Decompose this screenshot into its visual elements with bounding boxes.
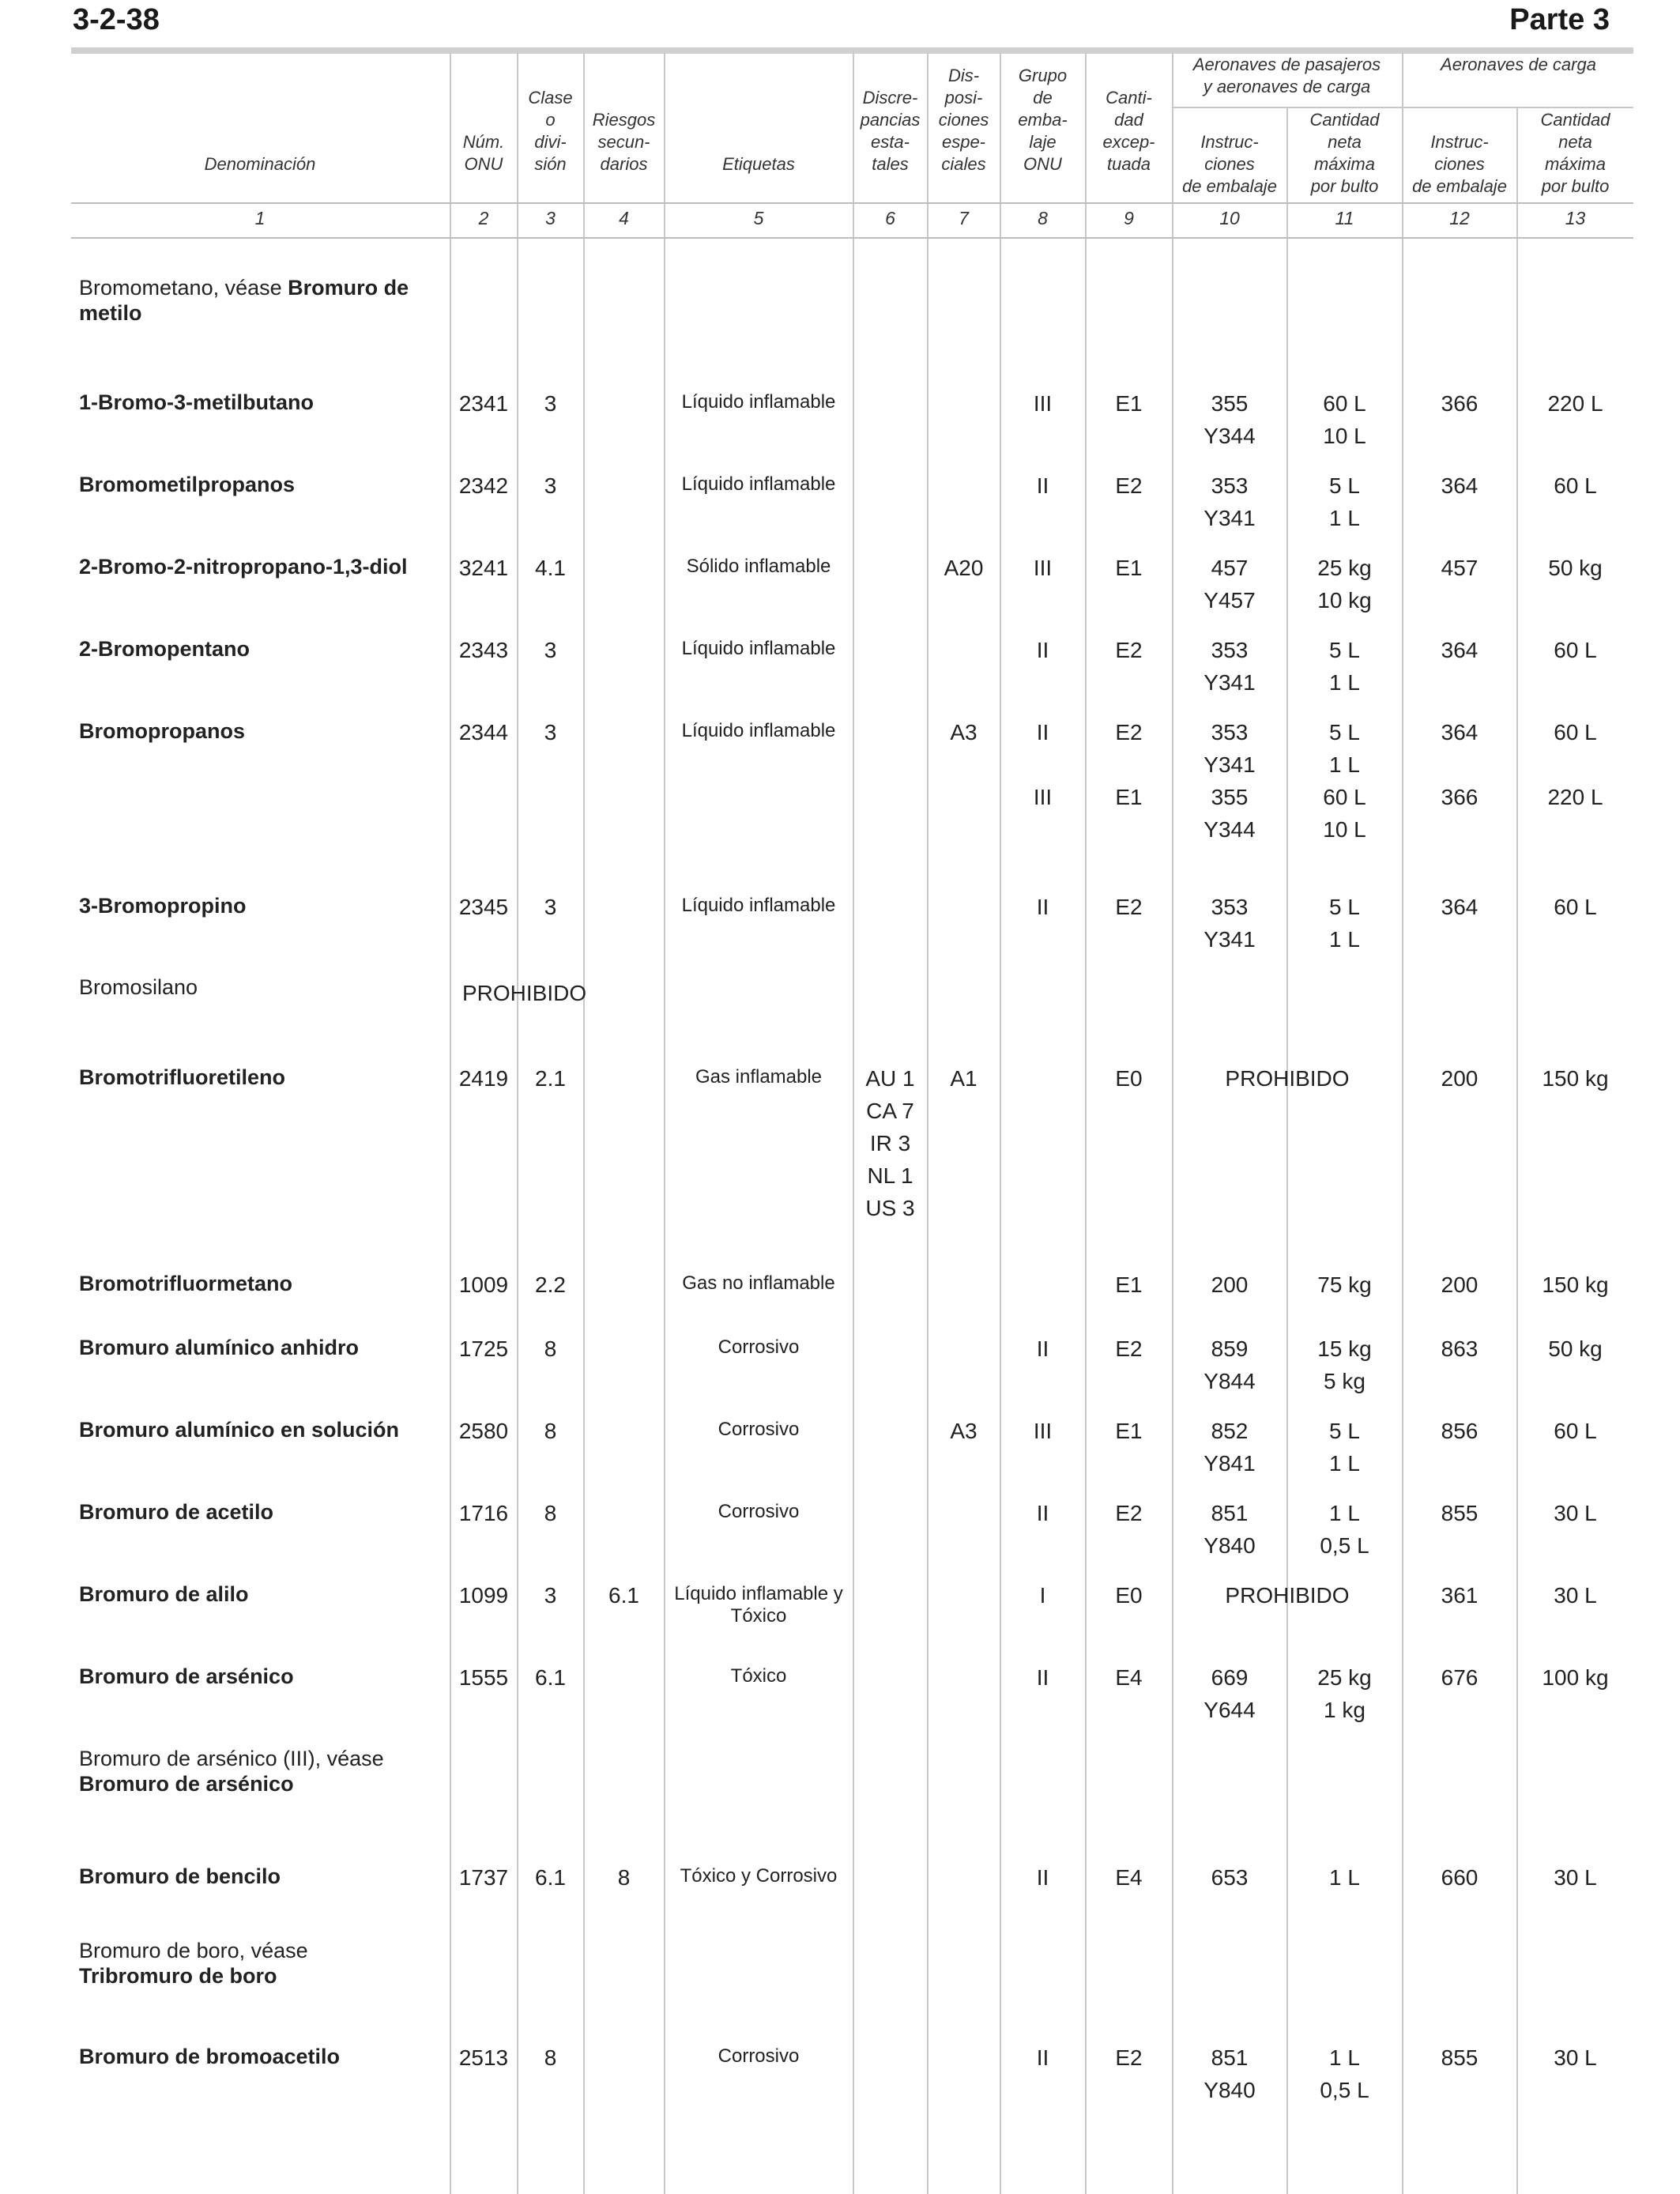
col-header-disposiciones: Dis- posi- ciones espe- ciales [938,66,989,174]
substance-name [79,472,450,497]
class-division: 6.1 [535,1865,566,1890]
substance-name-bold: Bromopropanos [79,719,246,743]
passenger-packing-instruction: 653 [1211,1865,1249,1890]
special-provisions: A1 [950,1066,977,1091]
substance-name-bold: Bromuro de bencilo [79,1864,281,1888]
class-division: 2.1 [535,1066,566,1091]
substance-name-bold: Bromuro de bromoacetilo [79,2045,341,2068]
cargo-max-quantity: 60 L [1554,638,1597,662]
excepted-quantity: E4 [1115,1665,1143,1690]
substance-name [79,554,450,579]
class-division: 3 [544,391,557,416]
column-number: 7 [959,208,969,228]
passenger-aircraft-forbidden: PROHIBIDO [1225,1066,1350,1091]
substance-name-plain: Bromosilano [79,975,198,999]
col-header-instrucciones-pasajeros: Instruc- ciones de embalaje [1182,132,1277,196]
passenger-packing-instruction: 851 Y840 [1203,1501,1256,1558]
page-number: 3-2-38 [73,3,160,36]
substance-name [79,893,450,918]
hazard-label: Líquido inflamable [681,720,836,741]
passenger-packing-instruction: 353 Y341 355 Y344 [1203,720,1256,842]
substance-name [79,1271,450,1296]
class-division: 6.1 [535,1665,566,1690]
substance-name-bold: Bromotrifluoretileno [79,1065,285,1089]
cargo-packing-instruction: 364 366 [1441,720,1478,809]
substance-name [79,1335,450,1360]
un-number: 2513 [458,2045,509,2070]
passenger-aircraft-forbidden: PROHIBIDO [1225,1583,1350,1608]
group-header-passenger: Aeronaves de pasajeros y aeronaves de carga [1192,55,1381,96]
substance-name-bold: Bromuro alumínico anhidro [79,1336,360,1359]
class-division: 3 [544,638,557,662]
cargo-max-quantity: 60 L [1554,473,1597,498]
hazard-label: Líquido inflamable y Tóxico [674,1583,843,1627]
hazard-label: Gas inflamable [695,1066,823,1088]
class-division: 2.2 [535,1272,566,1297]
cargo-max-quantity: 50 kg [1548,556,1603,580]
class-division: 8 [544,1501,557,1525]
substance-name [79,1938,450,1989]
packing-group: II [1036,2045,1049,2070]
passenger-max-quantity: 1 L 0,5 L [1320,1501,1369,1558]
substance-name-bold: Bromuro de acetilo [79,1500,274,1524]
excepted-quantity: E0 [1115,1066,1143,1091]
excepted-quantity: E1 [1115,391,1143,416]
hazard-label: Tóxico y Corrosivo [680,1865,838,1887]
header-bottom-rule [71,202,1633,204]
un-number: 1099 [458,1583,509,1608]
un-number: 2345 [458,895,509,919]
passenger-max-quantity: 5 L 1 L 60 L 10 L [1323,720,1366,842]
substance-name-bold: 1-Bromo-3-metilbutano [79,390,314,414]
substance-name-bold: 2-Bromopentano [79,637,250,661]
col-header-cantidad-carga: Cantidad neta máxima por bulto [1540,110,1610,196]
class-division: 8 [544,2045,557,2070]
part-label: Parte 3 [1509,3,1610,36]
hazard-label: Líquido inflamable [681,391,836,413]
col-header-clase: Clase o divi- sión [528,88,573,174]
packing-group: II III [1033,720,1053,809]
cargo-packing-instruction: 855 [1441,2045,1478,2070]
cargo-packing-instruction: 660 [1441,1865,1478,1890]
class-division: 3 [544,895,557,919]
packing-group: II [1036,1865,1049,1890]
packing-group: II [1036,473,1049,498]
cargo-max-quantity: 50 kg [1548,1336,1603,1361]
column-number: 10 [1219,208,1240,228]
col-header-discrepancias: Discre- pancias esta- tales [860,88,921,174]
packing-group: II [1036,1665,1049,1690]
column-number: 13 [1565,208,1586,228]
col-header-instrucciones-carga: Instruc- ciones de embalaje [1412,132,1507,196]
column-number: 1 [254,208,266,228]
cargo-max-quantity: 150 kg [1542,1272,1609,1297]
hazard-label: Corrosivo [718,1336,800,1358]
hazard-label: Sólido inflamable [686,556,831,577]
excepted-quantity: E2 [1115,1501,1143,1525]
col-header-cantidad-pasajeros: Cantidad neta máxima por bulto [1309,110,1380,196]
hazard-label: Líquido inflamable [681,638,836,659]
state-variations: AU 1 CA 7 IR 3 NL 1 US 3 [865,1066,915,1220]
substance-name-bold: Bromuro de arsénico [79,1772,294,1796]
cargo-max-quantity: 30 L [1554,1501,1597,1525]
substance-name [79,718,450,744]
packing-group: II [1036,895,1049,919]
cargo-packing-instruction: 364 [1441,473,1478,498]
packing-group: II [1036,1336,1049,1361]
passenger-packing-instruction: 457 Y457 [1203,556,1256,613]
substance-name [79,2044,450,2069]
passenger-max-quantity: 1 L [1329,1865,1360,1890]
col-header-riesgos: Riesgos secun- darios [592,110,656,174]
substance-name [79,1581,450,1607]
packing-group: I [1039,1583,1046,1608]
passenger-max-quantity: 60 L 10 L [1323,391,1366,448]
cargo-packing-instruction: 676 [1441,1665,1478,1690]
packing-group: III [1033,1419,1053,1443]
passenger-max-quantity: 15 kg 5 kg [1317,1336,1372,1393]
special-provisions: A3 [950,720,977,745]
class-division: 4.1 [535,556,566,580]
passenger-max-quantity: 75 kg [1317,1272,1372,1297]
packing-group: II [1036,1501,1049,1525]
hazard-label: Tóxico [730,1665,787,1687]
passenger-max-quantity: 5 L 1 L [1329,638,1360,695]
substance-name-plain: Bromometano, véase [79,276,288,300]
passenger-packing-instruction: 669 Y644 [1203,1665,1256,1722]
passenger-max-quantity: 5 L 1 L [1329,1419,1360,1476]
substance-name-bold: Bromometilpropanos [79,473,296,496]
excepted-quantity: E2 [1115,895,1143,919]
excepted-quantity: E1 [1115,556,1143,580]
un-number: 1716 [458,1501,509,1525]
substance-name-bold: Bromotrifluormetano [79,1272,292,1295]
column-number: 6 [885,208,895,228]
cargo-max-quantity: 60 L [1554,895,1597,919]
passenger-packing-instruction: 355 Y344 [1203,391,1256,448]
class-division: 8 [544,1336,557,1361]
un-number: 1009 [458,1272,509,1297]
passenger-packing-instruction: 859 Y844 [1203,1336,1256,1393]
substance-name-bold: Bromuro de arsénico [79,1664,294,1688]
substance-name [79,1746,450,1796]
un-number: 2344 [458,720,509,745]
cargo-packing-instruction: 361 [1441,1583,1478,1608]
column-number: 4 [619,208,629,228]
substance-name [79,1499,450,1525]
excepted-quantity: E2 [1115,2045,1143,2070]
substance-name [79,390,450,415]
cargo-max-quantity: 100 kg [1542,1665,1609,1690]
excepted-quantity: E1 [1115,1419,1143,1443]
column-number: 8 [1038,208,1048,228]
passenger-packing-instruction: 200 [1211,1272,1249,1297]
hazard-label: Corrosivo [718,1419,800,1440]
excepted-quantity: E2 E1 [1115,720,1143,809]
excepted-quantity: E0 [1115,1583,1143,1608]
hazard-label: Líquido inflamable [681,473,836,495]
packing-group: III [1033,556,1053,580]
column-number: 11 [1335,208,1354,228]
un-number: 1725 [458,1336,509,1361]
substance-name-bold: 3-Bromopropino [79,894,247,918]
class-division: 8 [544,1419,557,1443]
cargo-packing-instruction: 863 [1441,1336,1478,1361]
cargo-max-quantity: 60 L 220 L [1547,720,1603,809]
passenger-packing-instruction: 851 Y840 [1203,2045,1256,2102]
column-number-rule [71,237,1633,239]
column-number: 12 [1449,208,1470,228]
excepted-quantity: E2 [1115,638,1143,662]
substance-name [79,636,450,662]
excepted-quantity: E2 [1115,473,1143,498]
cargo-packing-instruction: 366 [1441,391,1478,416]
packing-group: II [1036,638,1049,662]
column-divider [927,52,929,2194]
substance-name-plain: Bromuro de boro, véase [79,1939,308,1962]
un-number: 2341 [458,391,509,416]
excepted-quantity: E1 [1115,1272,1143,1297]
col-header-etiquetas: Etiquetas [722,154,795,174]
substance-name [79,974,450,1000]
hazard-label: Líquido inflamable [681,895,836,916]
subsidiary-risk: 6.1 [608,1583,639,1608]
substance-name [79,1664,450,1689]
cargo-max-quantity: 220 L [1547,391,1603,416]
column-number: 2 [478,208,489,228]
substance-name-plain: Bromuro de arsénico (III), véase [79,1747,384,1770]
excepted-quantity: E2 [1115,1336,1143,1361]
passenger-max-quantity: 1 L 0,5 L [1320,2045,1369,2102]
un-number: 1737 [458,1865,509,1890]
substance-name [79,1417,450,1442]
un-number: 2580 [458,1419,509,1443]
substance-name [79,1864,450,1889]
cargo-packing-instruction: 364 [1441,638,1478,662]
cargo-max-quantity: 30 L [1554,1583,1597,1608]
col-header-cantidad-exceptuada: Canti- dad excep- tuada [1102,88,1155,174]
col-header-onu: Núm. ONU [462,132,505,174]
passenger-packing-instruction: 353 Y341 [1203,638,1256,695]
passenger-max-quantity: 25 kg 10 kg [1317,556,1372,613]
cargo-max-quantity: 150 kg [1542,1066,1609,1091]
un-number: 3241 [458,556,509,580]
column-number: 5 [753,208,764,228]
class-division: 3 [544,473,557,498]
cargo-packing-instruction: 364 [1441,895,1478,919]
cargo-max-quantity: 60 L [1554,1419,1597,1443]
passenger-packing-instruction: 353 Y341 [1203,895,1256,952]
hazard-label: Corrosivo [718,1501,800,1522]
group-header-rule [1172,107,1633,108]
passenger-packing-instruction: 852 Y841 [1203,1419,1256,1476]
cargo-packing-instruction: 855 [1441,1501,1478,1525]
col-header-grupo: Grupo de emba- laje ONU [1018,66,1068,174]
class-division: 3 [544,1583,557,1608]
excepted-quantity: E4 [1115,1865,1143,1890]
hazard-label: Corrosivo [718,2045,800,2067]
cargo-packing-instruction: 200 [1441,1066,1478,1091]
group-header-cargo: Aeronaves de carga [1441,55,1596,74]
forbidden-notice: PROHIBIDO [462,981,587,1005]
subsidiary-risk: 8 [617,1865,631,1890]
un-number: 2343 [458,638,509,662]
column-number: 9 [1124,208,1134,228]
cargo-packing-instruction: 457 [1441,556,1478,580]
passenger-packing-instruction: 353 Y341 [1203,473,1256,530]
passenger-max-quantity: 25 kg 1 kg [1317,1665,1372,1722]
substance-name [79,275,450,326]
substance-name-bold: Bromuro de metilo [79,276,409,325]
un-number: 2419 [458,1066,509,1091]
passenger-max-quantity: 5 L 1 L [1329,895,1360,952]
class-division: 3 [544,720,557,745]
un-number: 1555 [458,1665,509,1690]
substance-name-bold: Bromuro de alilo [79,1582,249,1606]
cargo-packing-instruction: 200 [1441,1272,1478,1297]
un-number: 2342 [458,473,509,498]
substance-name-bold: 2-Bromo-2-nitropropano-1,3-diol [79,555,408,579]
cargo-max-quantity: 30 L [1554,2045,1597,2070]
special-provisions: A3 [950,1419,977,1443]
cargo-packing-instruction: 856 [1441,1419,1478,1443]
packing-group: III [1033,391,1053,416]
substance-name [79,1065,450,1090]
col-header-denominacion: Denominación [204,154,316,174]
substance-name-bold: Bromuro alumínico en solución [79,1418,400,1442]
special-provisions: A20 [944,556,984,580]
column-number: 3 [545,208,556,228]
passenger-max-quantity: 5 L 1 L [1329,473,1360,530]
hazard-label: Gas no inflamable [682,1272,835,1294]
substance-name-bold: Tribromuro de boro [79,1964,277,1988]
cargo-max-quantity: 30 L [1554,1865,1597,1890]
